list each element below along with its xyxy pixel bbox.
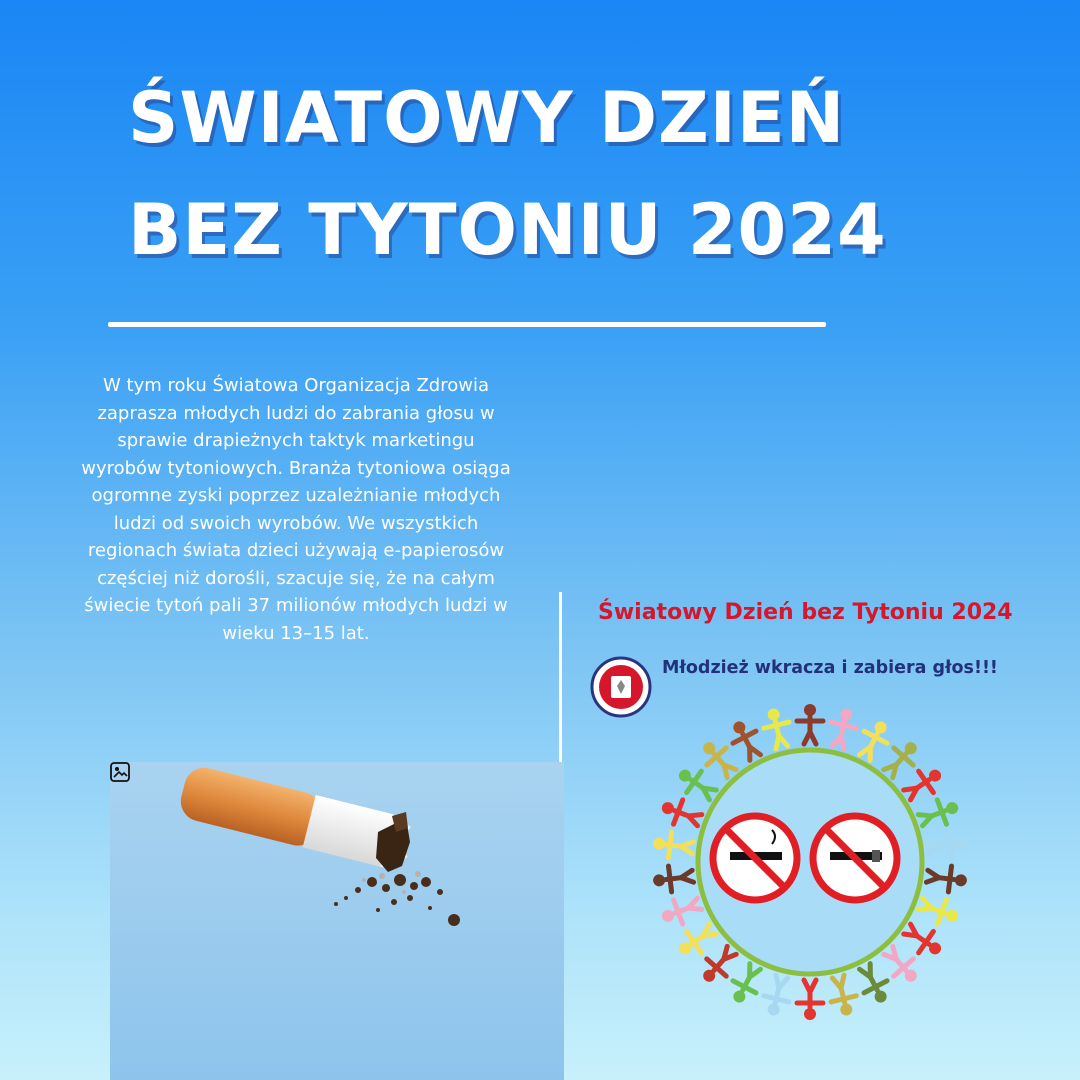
cigarette-butt-photo xyxy=(110,762,564,1080)
person-figure xyxy=(652,830,695,861)
person-figure xyxy=(760,706,795,751)
person-figure xyxy=(673,762,721,806)
title-divider xyxy=(108,322,826,327)
no-smoking-icon xyxy=(713,816,797,900)
person-figure xyxy=(725,960,767,1008)
person-figure xyxy=(652,863,695,894)
person-figure xyxy=(926,863,969,894)
person-figure xyxy=(826,706,861,751)
person-figure xyxy=(725,716,767,764)
cigarette-butt-illustration xyxy=(110,762,564,1080)
person-figure xyxy=(900,918,948,962)
poster-image xyxy=(580,592,1060,1062)
person-figure xyxy=(797,980,823,1020)
poster-title: Światowy Dzień bez Tytoniu 2024 xyxy=(598,600,1013,625)
page-title xyxy=(128,62,887,286)
poster-subtitle: Młodzież wkracza i zabiera głos!!! xyxy=(662,658,998,678)
person-figure xyxy=(658,794,705,833)
no-vaping-icon xyxy=(813,816,897,900)
title-line-1: ŚWIATOWY DZIEŃ xyxy=(128,77,846,159)
person-figure xyxy=(797,704,823,744)
image-placeholder-icon[interactable] xyxy=(110,762,130,782)
person-figure xyxy=(926,830,969,861)
people-circle-illustration xyxy=(640,692,980,1032)
title-line-2: BEZ TYTONIU 2024 xyxy=(128,189,887,271)
person-figure xyxy=(826,973,861,1018)
person-figure xyxy=(853,716,895,764)
person-figure xyxy=(916,794,963,833)
intro-paragraph: W tym roku Światowa Organizacja Zdrowia zaprasza młodych ludzi do zabrania głosu w sprawie drapieżnych taktyk marketingu wyrobów tytoniowych. Branża tytoniowa osiąga ogromne zyski poprzez uzależnianie młodych ludzi od swoich wyrobów. We wszystkich regionach świata dzieci używają e-papierosów częściej niż dorośli, szacuje się, że na całym świecie tytoń pali 37 milionów młodych ludzi w wieku 13–15 lat. xyxy=(81,375,511,644)
person-figure xyxy=(916,892,963,931)
person-figure xyxy=(658,892,705,931)
person-figure xyxy=(760,973,795,1018)
person-figure xyxy=(853,960,895,1008)
person-figure xyxy=(900,762,948,806)
person-figure xyxy=(673,918,721,962)
